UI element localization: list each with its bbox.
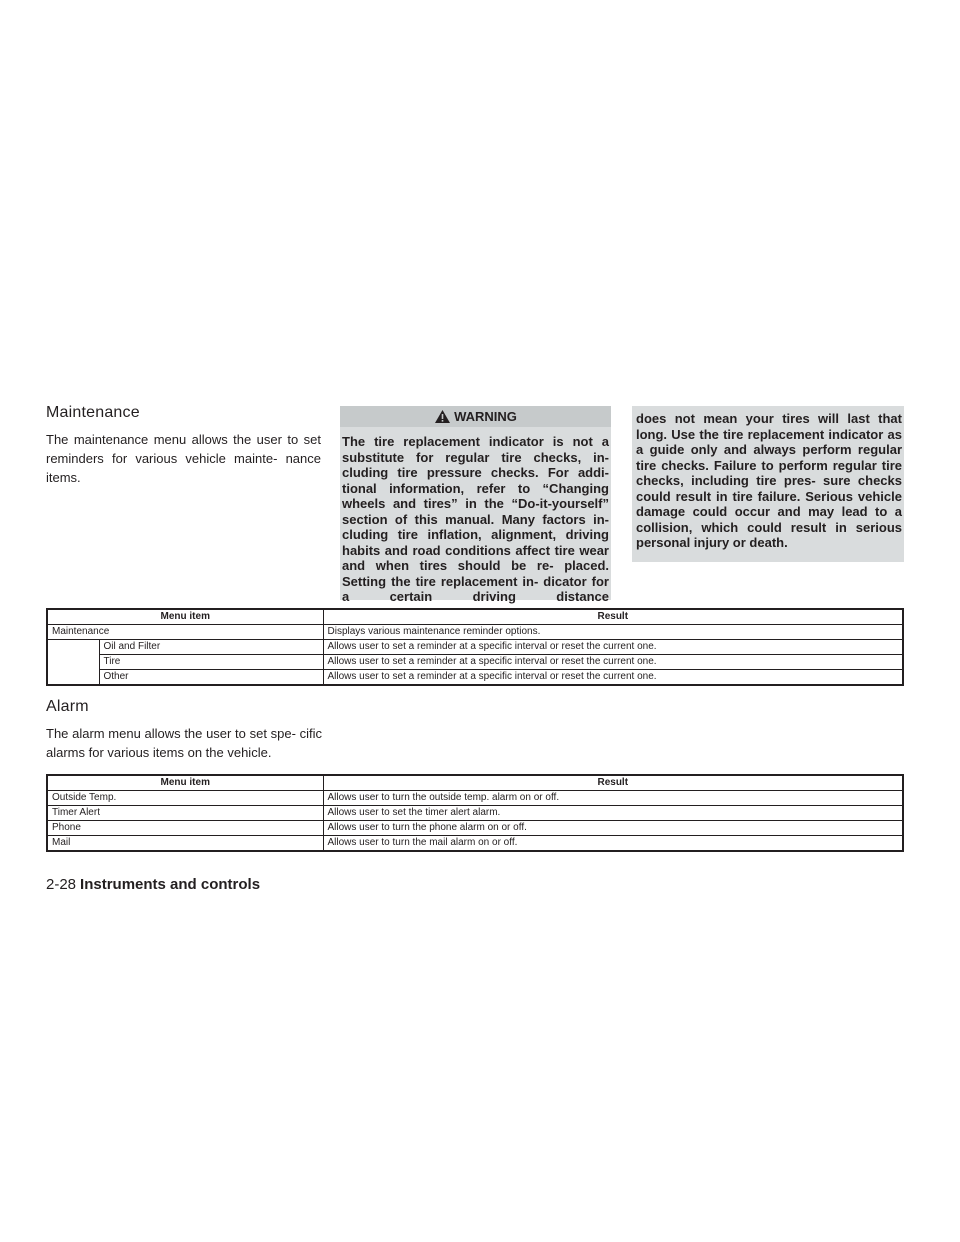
result-cell: Allows user to set the timer alert alarm. (323, 806, 903, 821)
warning-title: WARNING (454, 409, 517, 424)
header-result: Result (323, 609, 903, 625)
table-row (47, 806, 903, 821)
header-menu-item: Menu item (47, 609, 323, 625)
warning-text-col1: The tire replacement indicator is not a substitute for regular tire checks, in- cluding tire pressure checks. For addi- tional information, refer to “Changing wheels and tires” in the “Do-it-yourself” section of this manual. Many factors in- cluding tire inflation, alignment, driving habits and road conditions affect tire wear and when tires should be re- placed. Setting the tire replacement in- dicator for a certain driving distance (342, 434, 609, 604)
menu-item-cell: Timer Alert (47, 806, 323, 821)
maintenance-body: The maintenance menu allows the user to set reminders for various vehicle mainte- nance items. (46, 432, 321, 485)
table-row (47, 836, 903, 852)
result-cell: Allows user to set a reminder at a specific interval or reset the current one. (323, 640, 903, 655)
page-footer (46, 876, 260, 893)
result-cell: Allows user to set a reminder at a specific interval or reset the current one. (323, 655, 903, 670)
table-row (47, 670, 903, 686)
alarm-table (46, 774, 904, 852)
section-title: Instruments and controls (80, 876, 261, 893)
table-row (47, 655, 903, 670)
table-header-row (47, 609, 903, 625)
warning-triangle-icon (434, 409, 451, 424)
table-header-row (47, 775, 903, 791)
result-cell: Allows user to turn the mail alarm on or off. (323, 836, 903, 852)
table-row (47, 821, 903, 836)
result-cell: Allows user to turn the outside temp. alarm on or off. (323, 791, 903, 806)
alarm-heading: Alarm (46, 698, 89, 715)
maintenance-heading: Maintenance (46, 404, 140, 421)
menu-item-cell: Outside Temp. (47, 791, 323, 806)
table-row (47, 625, 903, 640)
table-row (47, 791, 903, 806)
result-cell: Allows user to set a reminder at a specific interval or reset the current one. (323, 670, 903, 686)
sub-item-cell: Other (99, 670, 323, 686)
sub-item-cell: Tire (99, 655, 323, 670)
maintenance-table (46, 608, 904, 686)
warning-text-col2: does not mean your tires will last that long. Use the tire replacement indicator as a guide only and always perform regular tire checks. Failure to perform regular tire checks, including tire pres- sure checks could result in tire failure. Serious vehicle damage could occur and may lead to a collision, which could result in serious personal injury or death. (636, 411, 902, 550)
sub-item-cell: Oil and Filter (99, 640, 323, 655)
menu-item-cell: Maintenance (47, 625, 323, 640)
warning-header (340, 406, 611, 427)
menu-item-cell: Mail (47, 836, 323, 852)
result-cell: Allows user to turn the phone alarm on or off. (323, 821, 903, 836)
table-row (47, 640, 903, 655)
alarm-body: The alarm menu allows the user to set spe- cific alarms for various items on the vehicle. (46, 726, 322, 760)
menu-item-cell: Phone (47, 821, 323, 836)
result-cell: Displays various maintenance reminder options. (323, 625, 903, 640)
header-result: Result (323, 775, 903, 791)
page-number: 2-28 (46, 876, 77, 893)
header-menu-item: Menu item (47, 775, 323, 791)
indent-cell (47, 640, 99, 686)
